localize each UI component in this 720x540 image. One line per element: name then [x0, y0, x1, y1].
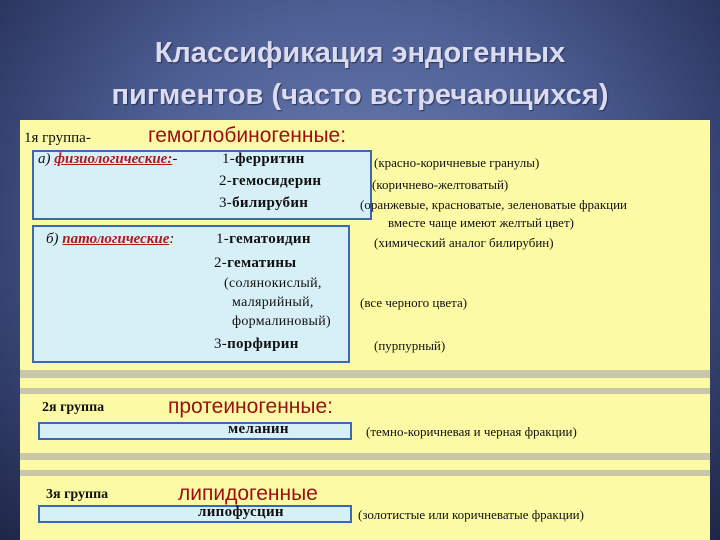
hematin-desc: (все черного цвета) — [360, 295, 468, 310]
group1-heading: гемоглобиногенные: — [148, 124, 347, 147]
physio-desc-2: (коричнево-желтоватый) — [372, 177, 509, 192]
physio-item-3: 3-билирубин — [219, 195, 309, 211]
slide-title — [0, 32, 720, 116]
group3-heading: липидогенные — [178, 482, 318, 505]
group2-label: 2я группа — [42, 400, 105, 415]
hematin-type-3: формалиновый) — [232, 314, 332, 329]
classification-panel — [20, 120, 710, 540]
hematin-type-2: малярийный, — [232, 295, 314, 310]
pathological-label: патологические — [62, 231, 170, 247]
divider-stripe-1 — [20, 370, 710, 378]
physiological-label: физиологические: — [54, 151, 173, 167]
melanin-box — [38, 422, 352, 440]
lipofuscin-box — [38, 505, 352, 523]
patho-desc-3: (пурпурный) — [374, 338, 446, 353]
title-line-2: пигментов (часто встречающихся) — [111, 79, 609, 111]
group3-item: липофусцин — [198, 504, 284, 520]
patho-desc-1: (химический аналог билирубин) — [374, 235, 554, 250]
hematin-type-1: (солянокислый, — [224, 276, 322, 291]
patho-item-2: 2-гематины — [214, 255, 297, 271]
physiological-category: а) физиологические:- — [38, 151, 178, 167]
physio-item-2: 2-гемосидерин — [219, 173, 322, 189]
group2-item: меланин — [228, 421, 289, 437]
patho-item-3: 3-порфирин — [214, 336, 299, 352]
patho-item-1: 1-гематоидин — [216, 231, 311, 247]
group2-heading: протеиногенные: — [168, 395, 334, 418]
divider-stripe-3 — [20, 453, 710, 460]
group1-label: 1я группа- — [24, 130, 91, 146]
physio-desc-1: (красно-коричневые гранулы) — [374, 155, 540, 170]
physio-desc-3-cont: вместе чаще имеют желтый цвет) — [388, 215, 574, 230]
pathological-category: б) патологические: — [46, 231, 175, 247]
group3-desc: (золотистые или коричневатые фракции) — [358, 507, 584, 522]
physio-item-1: 1-ферритин — [222, 151, 305, 167]
physio-desc-3: (оранжевые, красноватые, зеленоватые фракции — [360, 197, 628, 212]
divider-stripe-4 — [20, 470, 710, 476]
divider-stripe-2 — [20, 388, 710, 394]
group3-label: 3я группа — [46, 487, 109, 502]
title-line-1: Классификация эндогенных — [154, 37, 566, 69]
group2-desc: (темно-коричневая и черная фракции) — [366, 424, 577, 439]
